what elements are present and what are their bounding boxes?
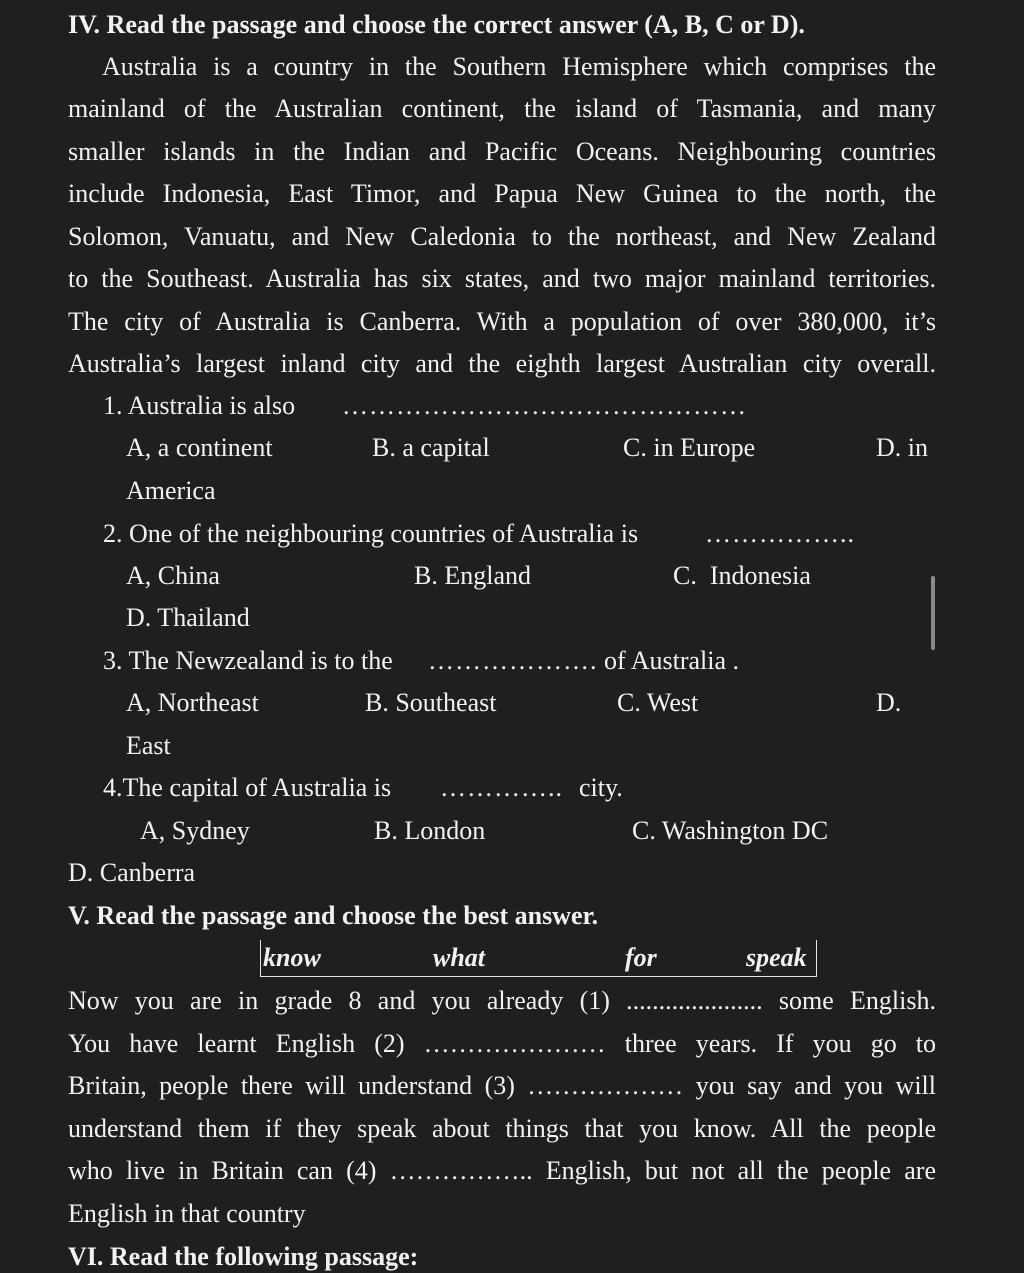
passage-line: include Indonesia, East Timor, and Papua New Guinea to the north, the xyxy=(68,179,936,208)
question-3-option-d: D. xyxy=(876,688,902,717)
question-2-option-d: D. Thailand xyxy=(126,603,250,632)
passage-line: Britain, people there will understand (3) ……………… you say and you will xyxy=(68,1071,936,1100)
passage-line: Now you are in grade 8 and you already (1) ..................... some English. xyxy=(68,986,936,1015)
question-2-option-b: B. England xyxy=(414,561,531,590)
question-1-option-d: D. in xyxy=(876,433,928,462)
passage-line: smaller islands in the Indian and Pacific Oceans. Neighbouring countries xyxy=(68,137,936,166)
passage-line: You have learnt English (2) ………………… three years. If you go to xyxy=(68,1029,936,1058)
question-4-option-d: D. Canberra xyxy=(68,858,196,887)
passage-line: English in that country xyxy=(68,1199,306,1228)
question-4-option-b: B. London xyxy=(374,816,486,845)
question-2-blank: …………….. xyxy=(705,519,855,548)
question-4-blank: ………….. xyxy=(440,773,563,802)
word-bank-box xyxy=(260,940,817,977)
question-3-stem: 3. The Newzealand is to the xyxy=(103,646,393,675)
question-4-suffix: city. xyxy=(579,773,623,802)
question-4-option-a: A, Sydney xyxy=(140,816,250,845)
question-1-blank: ……………………………………… xyxy=(342,391,747,420)
section-5-heading: V. Read the passage and choose the best answer. xyxy=(68,901,599,930)
question-2-stem: 2. One of the neighbouring countries of Australia is xyxy=(103,519,639,548)
word-bank-item: know xyxy=(263,943,321,972)
passage-line: to the Southeast. Australia has six states, and two major mainland territories. xyxy=(68,264,936,293)
passage-line: mainland of the Australian continent, the island of Tasmania, and many xyxy=(68,94,936,123)
passage-line: who live in Britain can (4) …………….. English, but not all the people are xyxy=(68,1156,936,1185)
question-1-option-a: A, a continent xyxy=(126,433,273,462)
section-6-heading: VI. Read the following passage: xyxy=(68,1242,419,1271)
question-4-stem: 4.The capital of Australia is xyxy=(103,773,392,802)
passage-line: Australia is a country in the Southern Hemisphere which comprises the xyxy=(102,52,936,81)
passage-line: Solomon, Vanuatu, and New Caledonia to the northeast, and New Zealand xyxy=(68,222,936,251)
scrollbar-thumb[interactable] xyxy=(931,576,935,650)
question-2-option-c: C. Indonesia xyxy=(673,561,811,590)
question-1-option-b: B. a capital xyxy=(372,433,490,462)
question-1-option-c: C. in Europe xyxy=(623,433,756,462)
passage-line: The city of Australia is Canberra. With a population of over 380,000, it’s xyxy=(68,307,936,336)
word-bank-item: what xyxy=(433,943,486,972)
passage-line: understand them if they speak about things that you know. All the people xyxy=(68,1114,936,1143)
question-1-option-d-cont: America xyxy=(126,476,216,505)
question-3-blank: ………………. xyxy=(428,646,598,675)
passage-line: Australia’s largest inland city and the eighth largest Australian city overall. xyxy=(68,349,936,378)
word-bank-item: for xyxy=(625,943,657,972)
question-4-option-c: C. Washington DC xyxy=(632,816,829,845)
question-3-option-d-cont: East xyxy=(126,731,171,760)
section-4-heading: IV. Read the passage and choose the correct answer (A, B, C or D). xyxy=(68,10,805,39)
question-2-option-a: A, China xyxy=(126,561,220,590)
question-1-stem: 1. Australia is also xyxy=(103,391,296,420)
word-bank-item: speak xyxy=(746,943,807,972)
question-3-option-b: B. Southeast xyxy=(365,688,497,717)
question-3-option-c: C. West xyxy=(617,688,699,717)
question-3-suffix: of Australia . xyxy=(604,646,740,675)
question-3-option-a: A, Northeast xyxy=(126,688,259,717)
